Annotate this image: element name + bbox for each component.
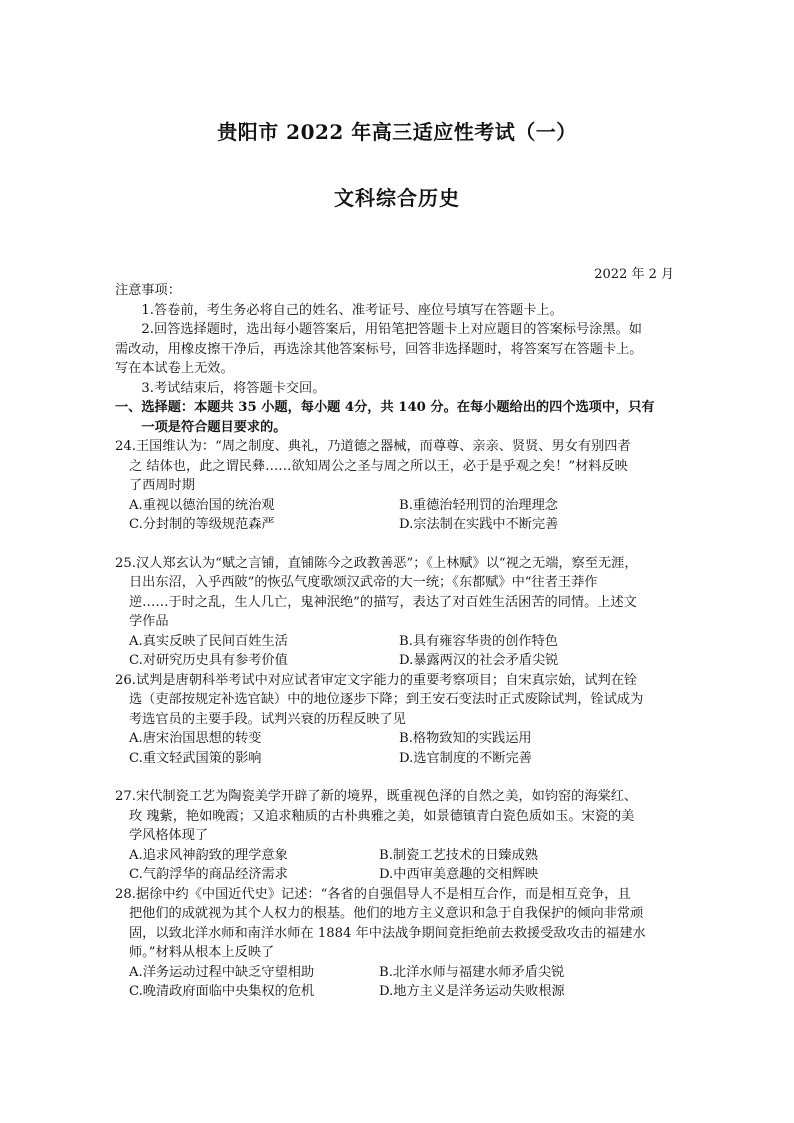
notice-item-2-cont2: 写在本试卷上无效。 — [115, 361, 234, 376]
option-c: C.对研究历史具有参考价值 — [129, 653, 288, 668]
option-a: A.唐宋治国思想的转变 — [129, 731, 262, 746]
question-text: 逆……于时之乱，生人几亡，鬼神泯绝”的描写，表达了对百姓生活困苦的同情。上述文 — [129, 594, 637, 610]
notice-item-2: 2.回答选择题时，选出每小题答案后，用铅笔把答题卡上对应题目的答案标号涂黑。如 — [141, 322, 642, 337]
option-a: A.真实反映了民间百姓生活 — [129, 633, 288, 649]
question-26 — [115, 671, 685, 769]
section-heading: 一、选择题：本题共 35 小题，每小题 4分，共 140 分。在每小题给出的四个选项中，只有 — [115, 400, 655, 415]
option-b: B.重德治轻刑罚的治理理念 — [399, 497, 558, 513]
question-text: 之 结体也，此之谓民彝……欲知周公之圣与周之所以王，必于是乎观之矣！”材料反映 — [129, 458, 628, 474]
question-text: 了西周时期 — [129, 478, 195, 493]
question-text: 日出东沼，入乎西陂”的恢弘气度歌颂汉武帝的大一统；《东都赋》中“往者王莽作 — [129, 575, 598, 590]
question-text: 学风格体现了 — [129, 828, 209, 843]
option-b: B.制瓷工艺技术的日臻成熟 — [379, 847, 538, 863]
section-heading-cont: 一项是符合题目要求的。 — [141, 419, 287, 435]
notice-heading: 注意事项： — [115, 283, 181, 298]
question-text: 选（吏部按规定补选官缺）中的地位逐步下降；到王安石变法时正式废除试判，铨试成为 — [129, 692, 644, 707]
option-c: C.晚清政府面临中央集权的危机 — [129, 984, 315, 999]
question-text: 考选官员的主要手段。试判兴衰的历程反映了见 — [129, 711, 406, 727]
option-d: D.中西审美意趣的交相辉映 — [379, 867, 539, 882]
notice-item-3: 3.考试结束后，将答题卡交回。 — [141, 380, 326, 396]
question-text: 25.汉人郑玄认为“赋之言铺，直铺陈今之政教善恶”；《上林赋》以“视之无端，察至无涯， — [115, 555, 638, 571]
question-text: 固，以致北洋水师和南洋水师在 1884 年中法战争期间竟拒绝前去救援受敌攻击的福建水 — [129, 925, 646, 941]
option-b: B.具有雍容华贵的创作特色 — [399, 633, 558, 649]
question-text: 26.试判是唐朝科举考试中对应试者审定文字能力的重要考察项目；自宋真宗始，试判在铨 — [115, 672, 638, 688]
options — [129, 729, 685, 768]
option-d: D.暴露两汉的社会矛盾尖锐 — [399, 653, 559, 668]
option-b: B.格物致知的实践运用 — [399, 731, 532, 746]
question-28 — [115, 885, 685, 1002]
exam-date: 2022 年 2 月 — [594, 267, 674, 282]
option-d: D.选官制度的不断完善 — [399, 750, 532, 766]
question-text: 学作品 — [129, 614, 169, 629]
question-text: 玫 瑰紫，艳如晚霞；又追求釉质的古朴典雅之美，如景德镇青白瓷色质如玉。宋瓷的美 — [129, 808, 635, 824]
question-25 — [115, 554, 685, 671]
question-text: 24.王国维认为：“周之制度、典礼，乃道德之器械，而尊尊、亲亲、贤贤、男女有别四者 — [115, 439, 631, 454]
question-text: 28.据徐中约《中国近代史》记述：“各省的自强倡导人不是相互合作，而是相互竞争，且 — [115, 886, 631, 902]
question-24 — [115, 437, 685, 535]
notice-item-2-cont: 需改动，用橡皮擦干净后，再选涂其他答案标号，回答非选择题时，将答案写在答题卡上。 — [115, 341, 643, 357]
question-27 — [115, 787, 685, 885]
options — [129, 963, 685, 1002]
option-c: C.分封制的等级规范森严 — [129, 517, 275, 532]
option-c: C.重文轻武国策的影响 — [129, 750, 262, 766]
options — [129, 632, 685, 671]
option-c: C.气韵浮华的商品经济需求 — [129, 867, 288, 882]
option-a: A.重视以德治国的统治观 — [129, 497, 275, 513]
option-d: D.地方主义是洋务运动失败根源 — [379, 984, 565, 999]
notice-item-1: 1.答卷前，考生务必将自己的姓名、准考证号、座位号填写在答题卡上。 — [141, 302, 563, 318]
options — [129, 846, 685, 885]
exam-body — [115, 281, 685, 1002]
option-a: A.洋务运动过程中缺乏守望相助 — [129, 964, 315, 980]
exam-title: 贵阳市 2022 年高三适应性考试（一） — [217, 120, 577, 144]
question-text: 把他们的成就视为其个人权力的根基。他们的地方主义意识和急于自我保护的倾向非常顽 — [129, 906, 644, 921]
option-b: B.北洋水师与福建水师矛盾尖锐 — [379, 964, 565, 980]
option-a: A.追求风神韵致的理学意象 — [129, 847, 288, 863]
exam-subtitle: 文科综合历史 — [334, 186, 460, 210]
option-d: D.宗法制在实践中不断完善 — [399, 517, 559, 532]
question-text: 27.宋代制瓷工艺为陶瓷美学开辟了新的境界，既重视色泽的自然之美，如钧窑的海棠红、 — [115, 789, 638, 804]
options — [129, 496, 685, 535]
question-text: 师。”材料从根本上反映了 — [129, 945, 275, 960]
